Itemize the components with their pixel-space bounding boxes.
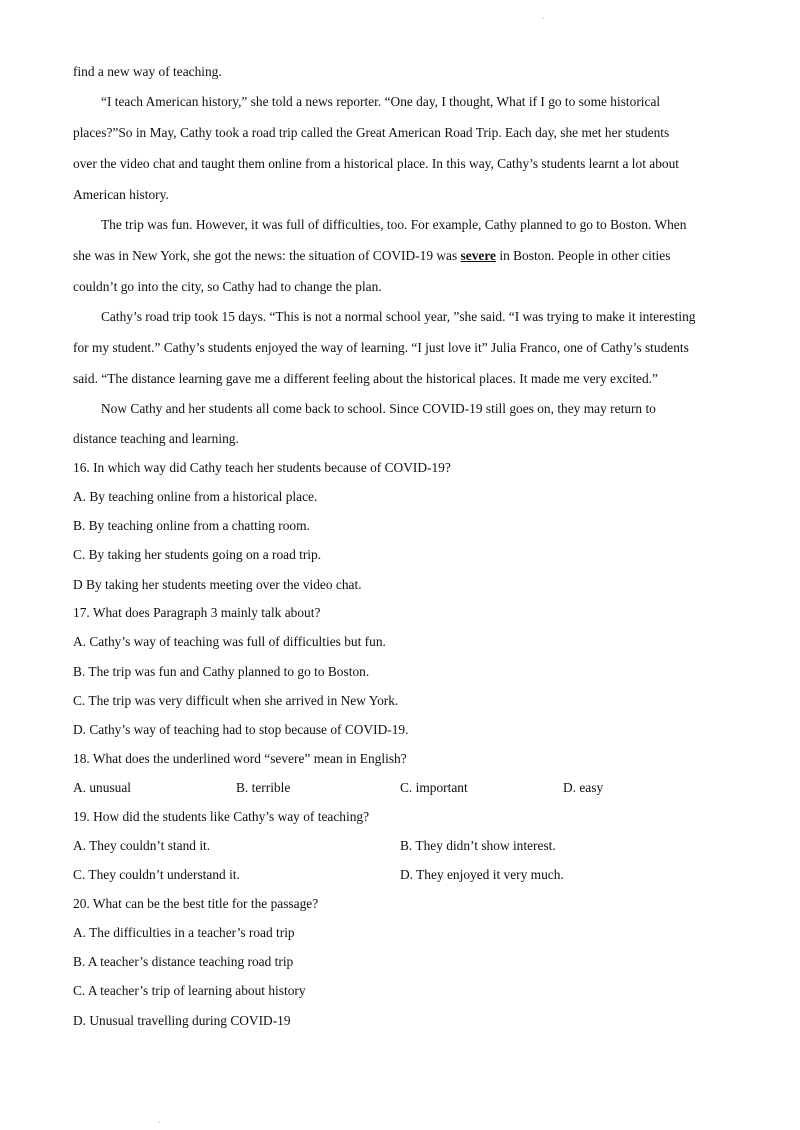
underlined-word: severe (460, 248, 496, 263)
answer-option: C. A teacher’s trip of learning about history (73, 983, 306, 998)
passage-line: Cathy’s road trip took 15 days. “This is not a normal school year, ”she said. “I was trying to make it interesting (101, 309, 696, 324)
answer-option: B. The trip was fun and Cathy planned to go to Boston. (73, 664, 370, 679)
answer-option: A. Cathy’s way of teaching was full of difficulties but fun. (73, 634, 386, 649)
passage-text: she was in New York, she got the news: the situation of COVID-19 was (73, 248, 461, 263)
answer-option: D. They enjoyed it very much. (400, 867, 564, 882)
passage-text: in Boston. People in other cities (496, 248, 671, 263)
question-stem: 17. What does Paragraph 3 mainly talk about? (73, 605, 321, 620)
answer-option: B. A teacher’s distance teaching road trip (73, 954, 294, 969)
question-stem: 19. How did the students like Cathy’s way of teaching? (73, 809, 370, 824)
answer-option: D. Cathy’s way of teaching had to stop because of COVID-19. (73, 722, 409, 737)
answer-option: C. The trip was very difficult when she arrived in New York. (73, 693, 399, 708)
answer-option: C. important (400, 780, 468, 795)
question-stem: 18. What does the underlined word “severe” mean in English? (73, 751, 407, 766)
question-stem: 16. In which way did Cathy teach her students because of COVID-19? (73, 460, 451, 475)
question-stem: 20. What can be the best title for the passage? (73, 896, 319, 911)
passage-line: Now Cathy and her students all come back to school. Since COVID-19 still goes on, they may return to (101, 401, 656, 416)
passage-line: couldn’t go into the city, so Cathy had to change the plan. (73, 279, 382, 294)
passage-line: “I teach American history,” she told a news reporter. “One day, I thought, What if I go to some historical (101, 94, 661, 109)
answer-option: D. Unusual travelling during COVID-19 (73, 1013, 291, 1028)
passage-line: find a new way of teaching. (73, 64, 222, 79)
scan-mark: · (158, 1118, 161, 1127)
passage-line-with-underlined-word (73, 247, 670, 265)
answer-option: B. terrible (236, 780, 291, 795)
answer-option: A. unusual (73, 780, 132, 795)
answer-option: C. They couldn’t understand it. (73, 867, 240, 882)
answer-option: C. By taking her students going on a road trip. (73, 547, 322, 562)
passage-line: over the video chat and taught them online from a historical place. In this way, Cathy’s students learnt a lot about (73, 156, 680, 171)
answer-option: D. easy (563, 780, 604, 795)
answer-option: A. The difficulties in a teacher’s road trip (73, 925, 295, 940)
answer-option: A. By teaching online from a historical place. (73, 489, 318, 504)
answer-option: B. By teaching online from a chatting room. (73, 518, 310, 533)
answer-option: B. They didn’t show interest. (400, 838, 556, 853)
passage-line: places?”So in May, Cathy took a road trip called the Great American Road Trip. Each day, she met her students (73, 125, 670, 140)
scan-mark: · (542, 14, 545, 23)
passage-line: American history. (73, 187, 169, 202)
passage-line: said. “The distance learning gave me a different feeling about the historical places. It made me very excited.” (73, 371, 658, 386)
answer-option: D By taking her students meeting over the video chat. (73, 577, 362, 592)
passage-line: for my student.” Cathy’s students enjoyed the way of learning. “I just love it” Julia Franco, one of Cathy’s students (73, 340, 689, 355)
answer-option: A. They couldn’t stand it. (73, 838, 211, 853)
passage-line: distance teaching and learning. (73, 431, 239, 446)
passage-line: The trip was fun. However, it was full of difficulties, too. For example, Cathy planned to go to Boston. When (101, 217, 687, 232)
